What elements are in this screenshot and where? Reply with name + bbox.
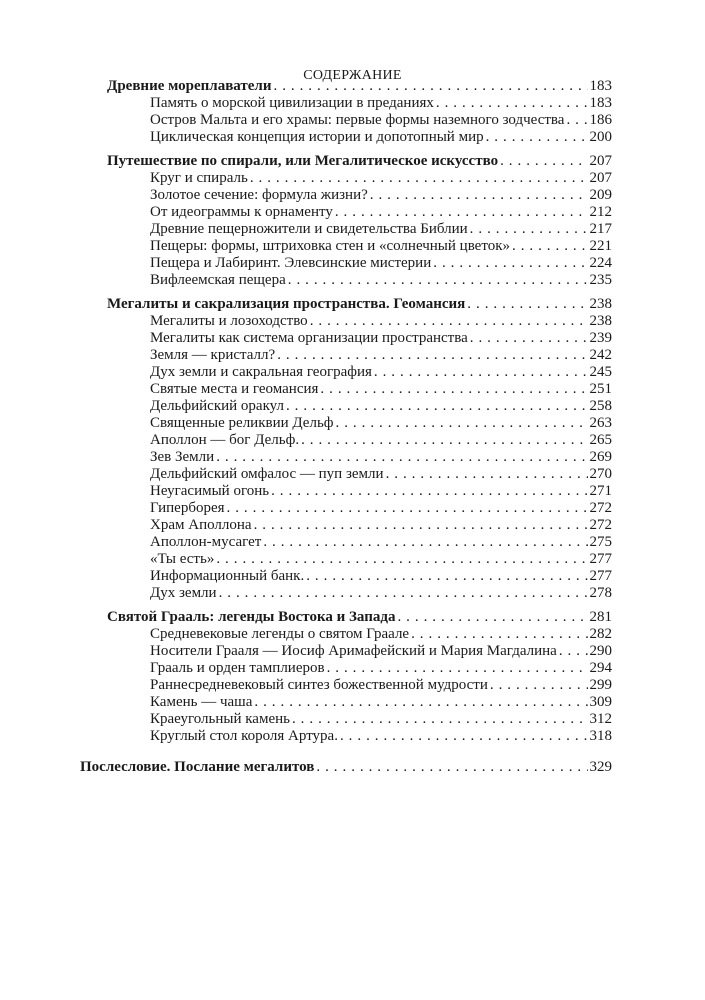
page-number: 235 [589, 272, 612, 288]
dot-leader [316, 759, 587, 776]
toc-item[interactable] [107, 643, 612, 660]
dot-leader [500, 153, 587, 170]
entry-title: Грааль и орден тамплиеров [150, 660, 325, 676]
toc-chapter[interactable] [107, 296, 612, 313]
entry-title: Дельфийский омфалос — пуп земли [150, 466, 384, 482]
entry-title: Камень — чаша [150, 694, 253, 710]
entry-title: Дух земли и сакральная география [150, 364, 372, 380]
entry-title: Золотое сечение: формула жизни? [150, 187, 368, 203]
page-number: 207 [589, 153, 612, 169]
toc-item[interactable] [107, 221, 612, 238]
dot-leader [512, 238, 588, 255]
page-number: 217 [589, 221, 612, 237]
page-number: 207 [589, 170, 612, 186]
page-number: 269 [589, 449, 612, 465]
dot-leader [470, 221, 588, 238]
dot-leader [336, 415, 588, 432]
toc-item[interactable] [107, 534, 612, 551]
toc-item[interactable] [107, 626, 612, 643]
toc-item[interactable] [107, 517, 612, 534]
entry-title: Мегалиты как система организации пространства [150, 330, 468, 346]
page-number: 299 [589, 677, 612, 693]
toc-item[interactable] [107, 728, 612, 745]
dot-leader [277, 347, 587, 364]
page-number: 245 [589, 364, 612, 380]
toc-item[interactable] [107, 483, 612, 500]
entry-title: Аполлон-мусагет [150, 534, 262, 550]
page-number: 312 [589, 711, 612, 727]
entry-title: Земля — кристалл? [150, 347, 276, 363]
toc-item[interactable] [107, 694, 612, 711]
entry-title: От идеограммы к орнаменту [150, 204, 333, 220]
toc-item[interactable] [107, 364, 612, 381]
dot-leader [292, 711, 588, 728]
page-number: 281 [589, 609, 612, 625]
page-number: 221 [589, 238, 612, 254]
toc-item[interactable] [107, 381, 612, 398]
toc-item[interactable] [107, 313, 612, 330]
entry-title: Раннесредневековый синтез божественной мудрости [150, 677, 488, 693]
toc-item[interactable] [107, 398, 612, 415]
toc-item[interactable] [107, 677, 612, 694]
toc-item[interactable] [107, 330, 612, 347]
page-number: 242 [589, 347, 612, 363]
entry-title: Дух земли [150, 585, 217, 601]
entry-title: Пещеры: формы, штриховка стен и «солнечный цветок» [150, 238, 510, 254]
entry-title: Древние мореплаватели [107, 78, 272, 94]
entry-title: Святой Грааль: легенды Востока и Запада [107, 609, 396, 625]
entry-title: Путешествие по спирали, или Мегалитическое искусство [107, 153, 499, 169]
page-number: 278 [589, 585, 612, 601]
toc-chapter[interactable] [107, 78, 612, 95]
dot-leader [370, 187, 588, 204]
dot-leader [250, 170, 588, 187]
page-number: 294 [589, 660, 612, 676]
page-number: 183 [589, 95, 612, 111]
toc-item[interactable] [107, 187, 612, 204]
dot-leader [310, 313, 588, 330]
dot-leader [490, 677, 588, 694]
page-number: 271 [589, 483, 612, 499]
entry-title: Круглый стол короля Артура. [150, 728, 338, 744]
entry-title: Священные реликвии Дельф [150, 415, 334, 431]
dot-leader [271, 483, 587, 500]
entry-title: Пещера и Лабиринт. Элевсинские мистерии [150, 255, 432, 271]
toc-afterword[interactable] [80, 759, 612, 776]
page-number: 272 [589, 517, 612, 533]
dot-leader [411, 626, 587, 643]
toc-item[interactable] [107, 711, 612, 728]
dot-leader [559, 643, 588, 660]
toc-item[interactable] [107, 170, 612, 187]
dot-leader [288, 272, 588, 289]
dot-leader [386, 466, 588, 483]
toc-item[interactable] [107, 129, 612, 146]
toc-chapter[interactable] [107, 609, 612, 626]
page-number: 263 [589, 415, 612, 431]
entry-title: Информационный банк. [150, 568, 305, 584]
toc-item[interactable] [107, 432, 612, 449]
dot-leader [327, 660, 588, 677]
toc-item[interactable] [107, 660, 612, 677]
dot-leader [216, 449, 587, 466]
page-number: 212 [589, 204, 612, 220]
dot-leader [433, 255, 587, 272]
entry-title: Круг и спираль [150, 170, 248, 186]
page-number: 318 [589, 728, 612, 744]
toc-item[interactable] [107, 238, 612, 255]
dot-leader [335, 204, 588, 221]
entry-title: Аполлон — бог Дельф. [150, 432, 300, 448]
dot-leader [320, 381, 587, 398]
page-number: 309 [589, 694, 612, 710]
dot-leader [486, 129, 588, 146]
page-number: 239 [589, 330, 612, 346]
toc-item[interactable] [107, 551, 612, 568]
entry-title: Мегалиты и сакрализация пространства. Геомансия [107, 296, 466, 312]
page-number: 277 [589, 551, 612, 567]
dot-leader [470, 330, 588, 347]
entry-title: Святые места и геомансия [150, 381, 319, 397]
page-number: 277 [589, 568, 612, 584]
dot-leader [216, 551, 587, 568]
toc-item[interactable] [107, 272, 612, 289]
entry-title: Зев Земли [150, 449, 215, 465]
page-number: 265 [589, 432, 612, 448]
entry-title: Вифлеемская пещера [150, 272, 286, 288]
entry-title: Носители Грааля — Иосиф Аримафейский и Мария Магдалина [150, 643, 557, 659]
page-number: 282 [589, 626, 612, 642]
dot-leader [306, 568, 587, 585]
page-number: 186 [589, 112, 612, 128]
toc-item[interactable] [107, 415, 612, 432]
page-number: 238 [589, 296, 612, 312]
entry-title: Память о морской цивилизации в преданиях [150, 95, 434, 111]
dot-leader [219, 585, 588, 602]
page-title: СОДЕРЖАНИЕ [303, 68, 402, 83]
entry-title: Мегалиты и лозоходство [150, 313, 308, 329]
entry-title: Неугасимый огонь [150, 483, 270, 499]
entry-title: Храм Аполлона [150, 517, 252, 533]
entry-title: Циклическая концепция истории и допотопный мир [150, 129, 484, 145]
dot-leader [566, 112, 587, 129]
dot-leader [254, 694, 587, 711]
dot-leader [397, 609, 587, 626]
page-number: 270 [589, 466, 612, 482]
page-number: 209 [589, 187, 612, 203]
page-number: 290 [589, 643, 612, 659]
page-number: 251 [589, 381, 612, 397]
page-number: 224 [589, 255, 612, 271]
entry-title: Послесловие. Послание мегалитов [80, 759, 315, 775]
toc-item[interactable] [107, 585, 612, 602]
entry-title: Древние пещерножители и свидетельства Библии [150, 221, 468, 237]
dot-leader [263, 534, 587, 551]
page-number: 272 [589, 500, 612, 516]
entry-title: Остров Мальта и его храмы: первые формы наземного зодчества [150, 112, 565, 128]
page-number: 238 [589, 313, 612, 329]
dot-leader [467, 296, 587, 313]
entry-title: Краеугольный камень [150, 711, 290, 727]
entry-title: «Ты есть» [150, 551, 215, 567]
dot-leader [301, 432, 587, 449]
dot-leader [374, 364, 588, 381]
toc-item[interactable] [107, 500, 612, 517]
page-number: 258 [589, 398, 612, 414]
dot-leader [274, 78, 588, 95]
dot-leader [436, 95, 588, 112]
page-number: 275 [589, 534, 612, 550]
table-of-contents [80, 78, 612, 776]
toc-item[interactable] [107, 255, 612, 272]
toc-chapter[interactable] [107, 153, 612, 170]
dot-leader [227, 500, 588, 517]
entry-title: Средневековые легенды о святом Граале [150, 626, 410, 642]
page-number: 200 [589, 129, 612, 145]
toc-item[interactable] [107, 449, 612, 466]
toc-item[interactable] [107, 466, 612, 483]
toc-item[interactable] [107, 347, 612, 364]
toc-item[interactable] [107, 204, 612, 221]
page-number: 183 [589, 78, 612, 94]
page-number: 329 [589, 759, 612, 775]
entry-title: Гиперборея [150, 500, 225, 516]
dot-leader [340, 728, 588, 745]
dot-leader [254, 517, 588, 534]
toc-item[interactable] [107, 95, 612, 112]
dot-leader [286, 398, 588, 415]
entry-title: Дельфийский оракул [150, 398, 284, 414]
toc-item[interactable] [107, 112, 612, 129]
toc-item[interactable] [107, 568, 612, 585]
